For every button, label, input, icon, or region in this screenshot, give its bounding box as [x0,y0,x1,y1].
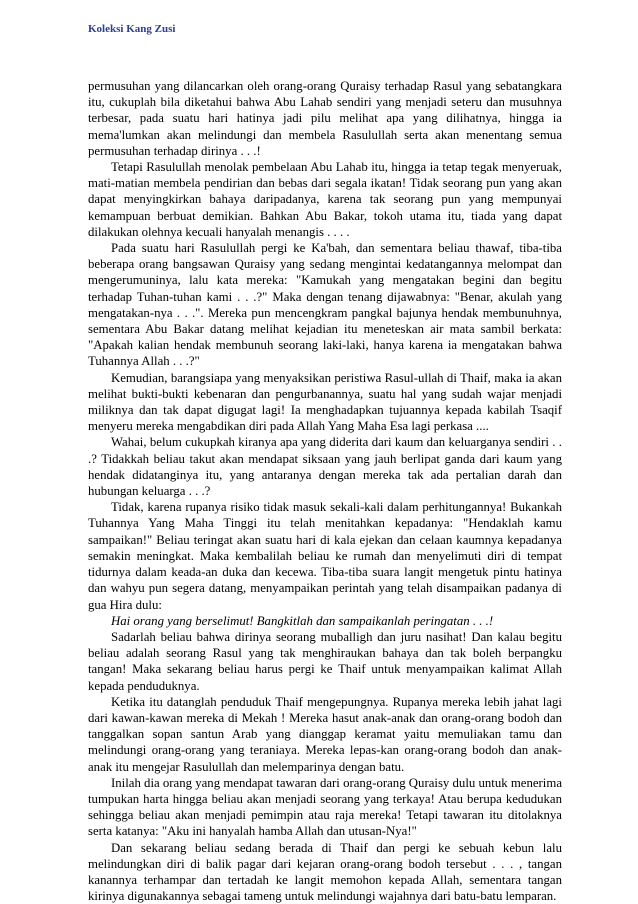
page-header: Koleksi Kang Zusi [88,23,176,35]
paragraph: Tidak, karena rupanya risiko tidak masuk sekali-kali dalam perhitungannya! Bukankah Tuhannya Yang Maha Tinggi itu telah menitahkan kepadanya: "Hendaklah kamu sampaikan!" Beliau teringat akan suatu hari di kala ejekan dan celaan kaumnya kepadanya semakin meningkat. Maka kembalilah beliau ke rumah dan menyelimuti diri di tempat tidurnya dalam keada-an duka dan kecewa. Tiba-tiba suara langit mengetuk pintu hatinya dan wahyu pun segera datang, menyampaikan perintah yang telah disampaikan padanya di gua Hira dulu: [88,500,562,612]
paragraph: Tetapi Rasulullah menolak pembelaan Abu Lahab itu, hingga ia tetap tegak menyeruak, mati-matian membela pendirian dan bebas dari segala ikatan! Tidak seorang pun yang akan dapat menyingkirkan bahaya daripadanya, karena tak seorang pun yang mempunyai kemampuan berbuat demikian. Bahkan Abu Bakar, tokoh utama itu, tiada yang dapat dilakukan olehnya kecuali hanyalah menangis . . . . [88,160,562,239]
quoted-verse: Hai orang yang berselimut! Bangkitlah dan sampaikanlah peringatan . . .! [111,613,494,628]
paragraph: Ketika itu datanglah penduduk Thaif mengepungnya. Rupanya mereka lebih jahat lagi dari kawan-kawan mereka di Mekah ! Mereka hasut anak-anak dan orang-orang bodoh dan tanggalkan sopan santun Arab yang dianggap keramat yaitu memuliakan tamu dan melindungi orang-orang yang teraniaya. Mereka lepas-kan orang-orang bodoh dan anak-anak itu mengejar Rasulullah dan melemparinya dengan batu. [88,694,562,774]
paragraph: Sadarlah beliau bahwa dirinya seorang muballigh dan juru nasihat! Dan kalau begitu beliau adalah seorang Rasul yang tak menghiraukan bahaya dan tak boleh berpangku tangan! Maka sekarang beliau harus pergi ke Thaif untuk menyampaikan kalimat Allah kepada penduduknya. [88,629,562,693]
document-body [88,78,562,904]
paragraph: Inilah dia orang yang mendapat tawaran dari orang-orang Quraisy dulu untuk menerima tumpukan harta hingga beliau akan menjadi seorang yang terkaya! Atau berupa kedudukan sehingga beliau akan menjadi pemimpin atau raja mereka! Tetapi tawaran itu ditolaknya serta katanya: "Aku ini hanyalah hamba Allah dan utusan-Nya!" [88,775,562,839]
paragraph: permusuhan yang dilancarkan oleh orang-orang Quraisy terhadap Rasul yang sebatangkara itu, cukuplah bila diketahui bahwa Abu Lahab sendiri yang menjadi seteru dan musuhnya terbesar, pada suatu hari hatinya jadi pilu melihat apa yang dilihatnya, hingga ia mema'lumkan akan melindungi dan membela Rasulullah serta akan menentang semua permusuhan terhadap dirinya . . .! [88,79,562,158]
paragraph: Dan sekarang beliau sedang berada di Thaif dan pergi ke sebuah kebun lalu melindungkan diri di balik pagar dari kejaran orang-orang bodoh tersebut . . . , tangan kanannya terhampar dan tertadah ke langit memohon kepada Allah, sementara tangan kirinya digunakannya sebagai tameng untuk melindungi wajahnya dari batu-batu lemparan. [88,840,562,904]
paragraph: Kemudian, barangsiapa yang menyaksikan peristiwa Rasul-ullah di Thaif, maka ia akan melihat bukti-bukti kebenaran dan pengurbanannya, suatu hal yang sudah wajar menjadi miliknya dan tak dapat digugat lagi! Ia menghadapkan tujuannya kepada kabilah Tsaqif menyeru mereka mengabdikan diri pada Allah Yang Maha Esa lagi perkasa .... [88,370,562,434]
paragraph: Wahai, belum cukupkah kiranya apa yang diderita dari kaum dan keluarganya sendiri . . .? Tidakkah beliau takut akan mendapat siksaan yang jauh berlipat ganda dari kaum yang hendak didatanginya itu, yang antaranya dengan mereka tak ada pertalian darah dan hubungan keluarga . . .? [88,435,562,499]
paragraph: Pada suatu hari Rasulullah pergi ke Ka'bah, dan sementara beliau thawaf, tiba-tiba beberapa orang bangsawan Quraisy yang sedang mengintai kedatangannya melompat dan mengerumuninya, lalu kata mereka: "Kamukah yang mengatakan begini dan begitu terhadap Tuhan-tuhan kami . . .?" Maka dengan tenang dijawabnya: "Benar, akulah yang mengatakan-nya . . .". Mereka pun mencengkram pangkal bajunya hendak membunuhnya, sementara Abu Bakar datang melihat kejadian itu meneteskan air mata sambil berkata: "Apakah kalian hendak membunuh seorang laki-laki, hanya karena ia mengatakan bahwa Tuhannya Allah . . .?" [88,241,562,369]
